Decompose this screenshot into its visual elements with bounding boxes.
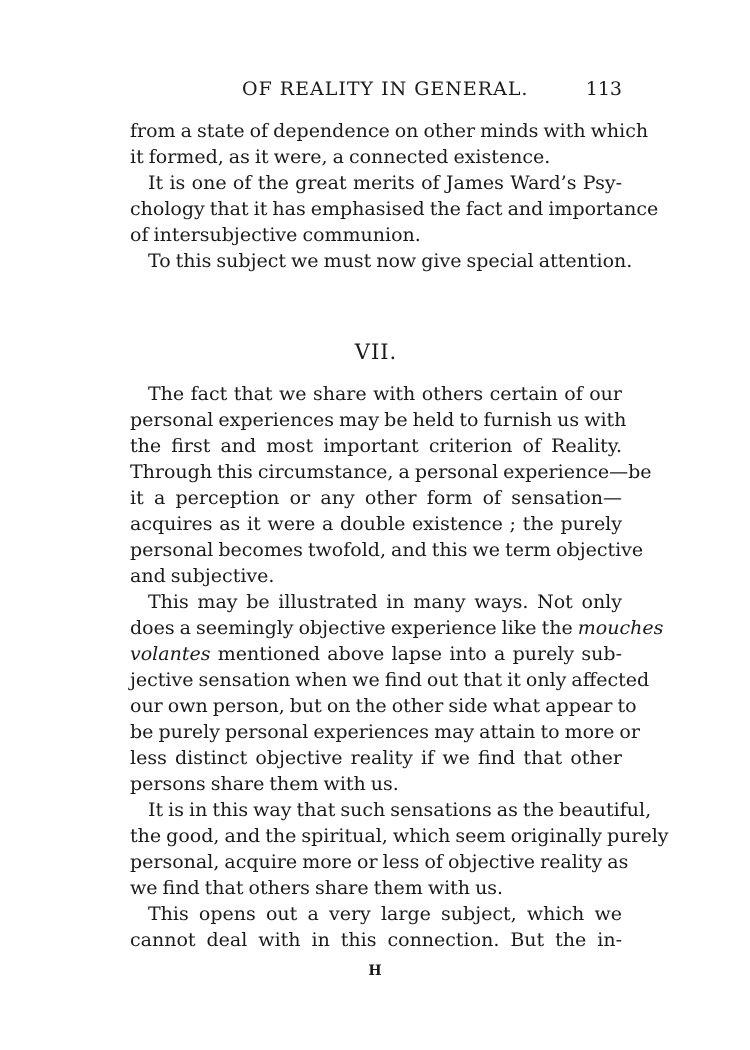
text-line: less distinct objective reality if we find that other <box>130 747 622 769</box>
text-line: it formed, as it were, a connected existence. <box>130 146 551 168</box>
text-line: chology that it has emphasised the fact and importance <box>130 198 659 220</box>
text-line: personal experiences may be held to furnish us with <box>130 409 627 431</box>
text-line: This may be illustrated in many ways. Not only <box>148 591 622 613</box>
text-line: This opens out a very large subject, which we <box>148 903 622 925</box>
text-line: the good, and the spiritual, which seem originally purely <box>130 825 669 847</box>
signature-mark: H <box>368 963 382 979</box>
italic-term: mouches <box>577 617 664 639</box>
text-fragment: does a seemingly objective experience like the <box>130 617 573 639</box>
text-line: personal, acquire more or less of objective reality as <box>130 851 629 873</box>
text-fragment: mentioned above lapse into a purely sub- <box>217 643 622 665</box>
text-line: of intersubjective communion. <box>130 224 421 246</box>
text-line: Through this circumstance, a personal experience—be <box>130 461 652 483</box>
text-line: from a state of dependence on other minds with which <box>130 120 649 142</box>
text-line <box>130 615 664 641</box>
text-line: acquires as it were a double existence ; the purely <box>130 513 622 535</box>
text-line: it a perception or any other form of sensation— <box>130 487 622 509</box>
text-line: It is one of the great merits of James Ward’s Psy- <box>148 172 622 194</box>
text-line: jective sensation when we find out that it only affected <box>130 669 650 691</box>
text-line: cannot deal with in this connection. But the in- <box>130 929 622 951</box>
running-head <box>130 78 622 106</box>
section-heading: VII. <box>354 340 398 364</box>
text-line: It is in this way that such sensations as the beautiful, <box>148 799 652 821</box>
running-title: OF REALITY IN GENERAL. <box>242 78 529 100</box>
text-line: To this subject we must now give special attention. <box>148 250 633 272</box>
text-line: The fact that we share with others certain of our <box>148 383 622 405</box>
text-line: be purely personal experiences may attain to more or <box>130 721 640 743</box>
text-line: the first and most important criterion of Reality. <box>130 435 622 457</box>
text-line: and subjective. <box>130 565 275 587</box>
text-line: personal becomes twofold, and this we term objective <box>130 539 644 561</box>
text-line: we find that others share them with us. <box>130 877 504 899</box>
italic-term: volantes <box>130 643 211 665</box>
paragraph-block-b <box>130 381 669 953</box>
paragraph-block-a <box>130 118 659 274</box>
page-number: 113 <box>585 78 622 100</box>
text-line <box>130 641 622 667</box>
text-line: persons share them with us. <box>130 773 399 795</box>
text-line: our own person, but on the other side what appear to <box>130 695 637 717</box>
